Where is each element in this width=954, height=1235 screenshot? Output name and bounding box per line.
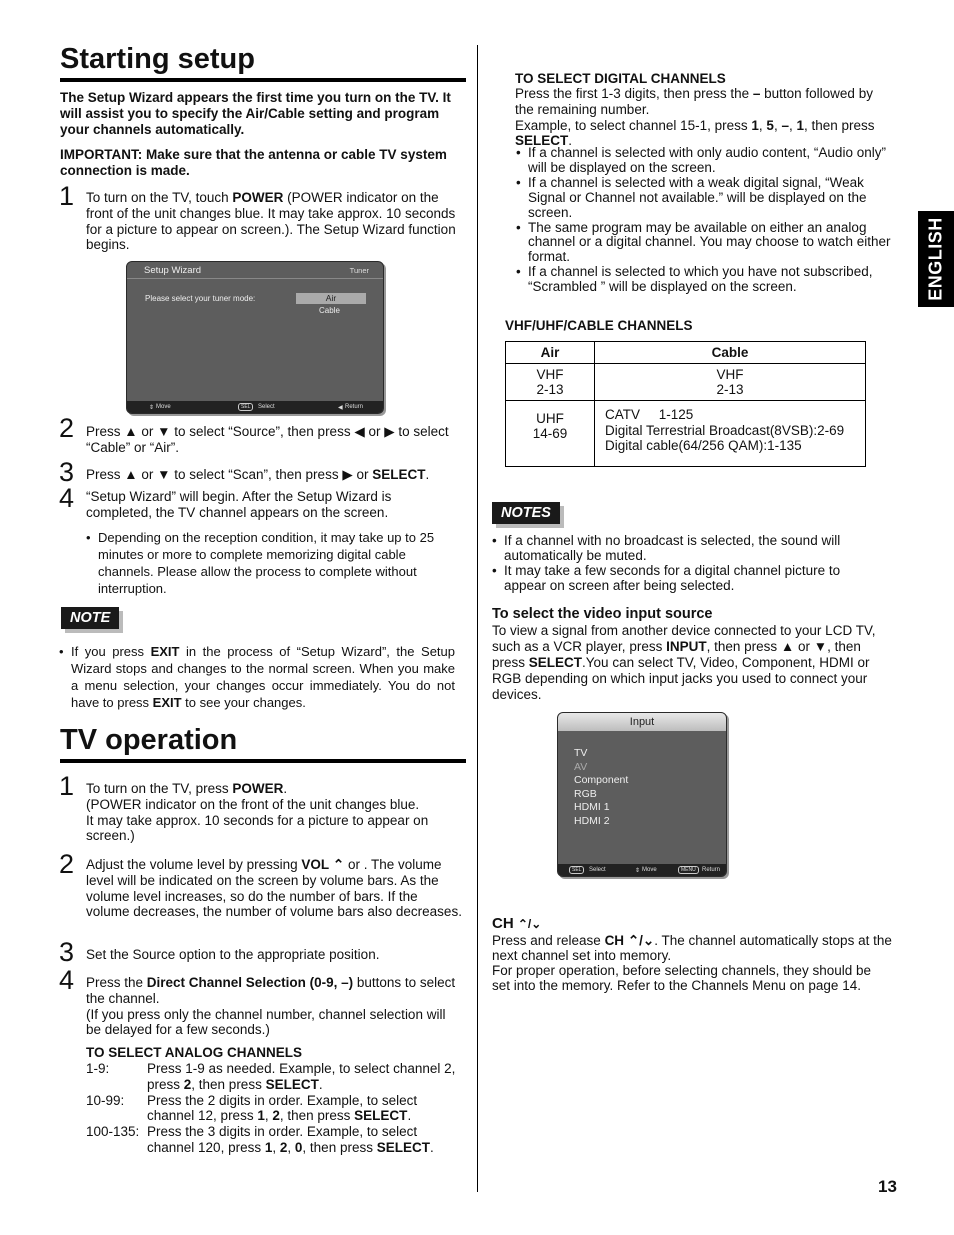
tv-operation-title: TV operation bbox=[60, 724, 238, 756]
table-row bbox=[506, 364, 866, 401]
up-chevron-icon: ⌃ bbox=[332, 857, 345, 872]
input-item-rgb[interactable]: RGB bbox=[574, 787, 597, 800]
table-cell: VHF 2-13 bbox=[506, 364, 595, 401]
list-item: 10-99: Press the 2 digits in order. Example, to select channel 12, press 1, 2, then press SELECT. bbox=[86, 1092, 418, 1124]
tv-step-4: Press the Direct Channel Selection (0-9, –) buttons to select the channel. (If you press only the channel number, channel selection will be delayed for a few seconds.) bbox=[86, 975, 456, 1038]
list-item: • If a channel with no broadcast is selected, the sound will automatically be muted. bbox=[490, 533, 882, 563]
table-header-cable: Cable bbox=[595, 342, 866, 364]
column-divider bbox=[477, 45, 478, 1192]
step-number: 2 bbox=[59, 413, 75, 443]
table-header-air: Air bbox=[506, 342, 595, 364]
step-number: 3 bbox=[59, 457, 75, 487]
list-item: • The same program may be available on either an analog channel or a digital channel. You may choose to watch either format. bbox=[514, 221, 894, 266]
sel-key: SEL bbox=[238, 403, 253, 411]
table-cell: VHF 2-13 bbox=[595, 364, 866, 401]
digital-instructions: Press the first 1-3 digits, then press the – button followed by the remaining number. Example, to select channel 15-1, press 1, 5, –, 1, then press SELECT. bbox=[515, 86, 875, 149]
setup-step-3: Press ▲ or ▼ to select “Scan”, then press ▶ or SELECT. bbox=[86, 467, 430, 482]
table-heading: VHF/UHF/CABLE CHANNELS bbox=[505, 318, 693, 333]
digital-heading: TO SELECT DIGITAL CHANNELS bbox=[515, 71, 726, 86]
page-number: 13 bbox=[878, 1177, 897, 1196]
step-number: 2 bbox=[59, 849, 75, 879]
menu-key: MENU bbox=[678, 866, 699, 874]
ch-heading: CH ⌃/⌄ bbox=[492, 915, 542, 932]
title-rule bbox=[60, 78, 466, 82]
list-item: • If you press EXIT in the process of “Setup Wizard”, the Setup Wizard stops and changes to the normal screen. When you make a menu selection, your changes occur immediately. You do not have to press EXIT to see your changes. bbox=[57, 643, 455, 711]
analog-heading: TO SELECT ANALOG CHANNELS bbox=[86, 1045, 303, 1060]
option-cable[interactable]: Cable bbox=[319, 306, 340, 315]
input-item-av[interactable]: AV bbox=[574, 760, 588, 773]
footer-return: Return bbox=[345, 404, 364, 410]
list-item: • Depending on the reception condition, it may take up to 25 minutes or more to complete memorizing digital cable channels. Please allow the process to complete without interruption. bbox=[84, 529, 456, 597]
list-item: • It may take a few seconds for a digital channel picture to appear on screen after being selected. bbox=[490, 563, 882, 593]
input-item-component[interactable]: Component bbox=[574, 774, 629, 786]
screen-footer bbox=[558, 864, 726, 876]
tv-step-2: Adjust the volume level by pressing VOL ⌃ or . The volume level will be indicated on the screen by volume bars. As the volume level increases, so do the number of bars. If the volume decreases, the number of volume bars also decreases. bbox=[86, 857, 462, 920]
video-input-text: To view a signal from another device connected to your LCD TV, such as a VCR player, press INPUT, then press ▲ or ▼, then press SELECT.You can select TV, Video, Component, HDMI or RGB depending on which input jacks you used to connect your devices. bbox=[492, 623, 876, 702]
setup-wizard-screen bbox=[126, 261, 384, 414]
input-screen-title: Input bbox=[558, 713, 726, 731]
tuner-prompt: Please select your tuner mode: bbox=[145, 294, 256, 303]
step-number: 1 bbox=[59, 181, 75, 211]
footer-select: Select bbox=[258, 404, 275, 410]
screen-footer bbox=[127, 401, 383, 413]
input-item-tv[interactable]: TV bbox=[574, 747, 588, 759]
setup-intro: The Setup Wizard appears the first time you turn on the TV. It will assist you to specify the Air/Cable setting and program your channels automatically. bbox=[60, 90, 451, 137]
table-row bbox=[506, 401, 866, 467]
list-item: 100-135: Press the 3 digits in order. Example, to select channel 120, press 1, 2, 0, then press SELECT. bbox=[86, 1124, 434, 1155]
analog-list bbox=[86, 1061, 466, 1156]
screen-tab: Tuner bbox=[349, 266, 369, 275]
table-cell: CATV 1-125 Digital Terrestrial Broadcast(8VSB):2-69 Digital cable(64/256 QAM):1-135 bbox=[595, 401, 866, 467]
step-number: 4 bbox=[59, 483, 75, 513]
up-down-icon: ⇕ bbox=[635, 868, 641, 874]
input-item-hdmi1[interactable]: HDMI 1 bbox=[574, 801, 610, 813]
left-arrow-icon: ◀ bbox=[338, 405, 343, 411]
tv-step-1: To turn on the TV, press POWER. (POWER indicator on the front of the unit changes blue. It may take approx. 10 seconds for a picture to appear on screen.) bbox=[86, 781, 429, 844]
notes-badge: NOTES bbox=[492, 502, 560, 524]
note-list bbox=[57, 643, 455, 711]
footer-return: Return bbox=[702, 867, 721, 873]
table-row bbox=[506, 342, 866, 364]
input-screen bbox=[557, 712, 727, 877]
setup-step-2: Press ▲ or ▼ to select “Source”, then press ◀ or ▶ to select “Cable” or “Air”. bbox=[86, 424, 449, 455]
up-down-icon: ⇕ bbox=[149, 405, 155, 411]
setup-step-1: To turn on the TV, touch POWER (POWER indicator on the front of the unit changes blue. It may take approx. 10 seconds for a picture to appear on screen.). The Setup Wizard function begins. bbox=[86, 190, 456, 253]
notes-list bbox=[490, 533, 882, 593]
up-down-chevron-icon: ⌃/⌄ bbox=[517, 917, 542, 931]
title-rule bbox=[60, 759, 466, 763]
step-number: 1 bbox=[59, 771, 75, 801]
step-number: 3 bbox=[59, 937, 75, 967]
note-badge: NOTE bbox=[61, 607, 119, 629]
sel-key: SEL bbox=[569, 866, 584, 874]
ch-text: Press and release CH ⌃/⌄. The channel automatically stops at the next channel set into memory. For proper operation, before selecting channels, they should be set into the memory. Refer to the Channels Menu on page 14. bbox=[492, 933, 892, 993]
list-item: • If a channel is selected with a weak digital signal, “Weak Signal or Channel not available.” will be displayed on the screen. bbox=[514, 176, 894, 221]
setup-step-4: “Setup Wizard” will begin. After the Setup Wizard is completed, the TV channel appears on the screen. bbox=[86, 489, 392, 520]
footer-select: Select bbox=[589, 867, 606, 873]
language-tab bbox=[918, 211, 954, 307]
tv-step-3: Set the Source option to the appropriate position. bbox=[86, 947, 380, 962]
list-item: 1-9: Press 1-9 as needed. Example, to select channel 2, press 2, then press SELECT. bbox=[86, 1061, 456, 1092]
channel-table bbox=[505, 341, 866, 467]
table-cell: UHF 14-69 bbox=[506, 401, 595, 467]
language-tab-label: ENGLISH bbox=[925, 217, 946, 301]
input-list bbox=[574, 747, 628, 828]
step-number: 4 bbox=[59, 965, 75, 995]
input-item-hdmi2[interactable]: HDMI 2 bbox=[574, 814, 610, 827]
screen-title: Setup Wizard bbox=[144, 265, 202, 276]
setup-important: IMPORTANT: Make sure that the antenna or cable TV system connection is made. bbox=[60, 147, 447, 178]
list-item: • If a channel is selected with only audio content, “Audio only” will be displayed on the screen. bbox=[514, 146, 894, 176]
footer-move: Move bbox=[642, 867, 657, 873]
step4-bullets bbox=[84, 529, 456, 597]
starting-setup-title: Starting setup bbox=[60, 43, 255, 75]
list-item: • If a channel is selected to which you have not subscribed, “Scrambled ” will be displayed on the screen. bbox=[514, 265, 894, 295]
footer-move: Move bbox=[156, 404, 171, 410]
digital-bullets bbox=[514, 146, 894, 295]
up-down-chevron-icon: ⌃/⌄ bbox=[627, 933, 655, 948]
video-input-heading: To select the video input source bbox=[492, 606, 713, 622]
option-air[interactable]: Air bbox=[296, 293, 366, 304]
